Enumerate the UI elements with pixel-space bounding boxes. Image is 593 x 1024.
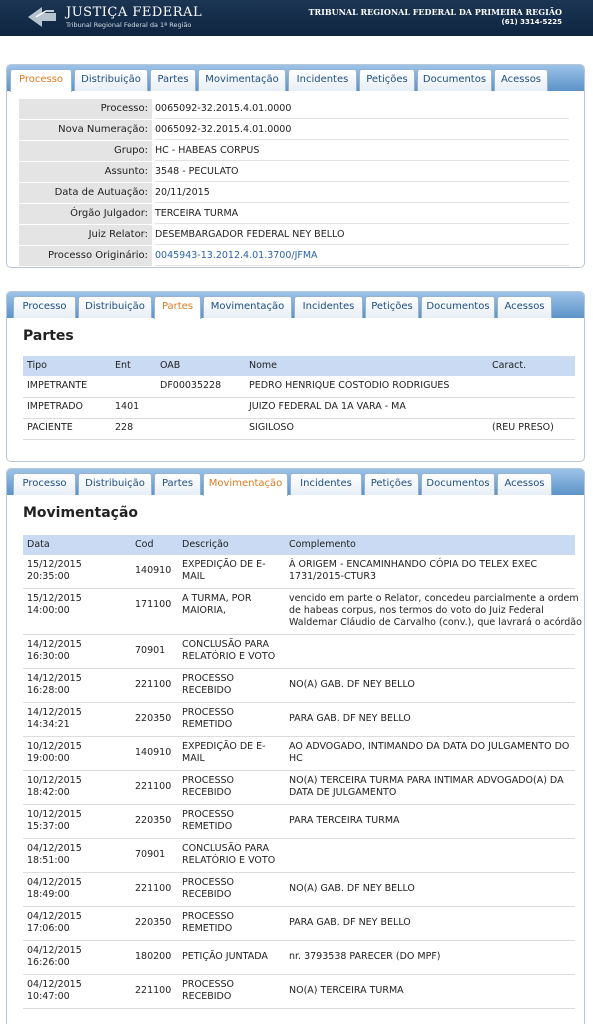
field-label: Assunto: — [19, 162, 152, 182]
cell-descricao: RECEBIDO — [182, 991, 232, 1002]
cell-descricao: PROCESSO — [182, 809, 234, 820]
cell-descricao: CONCLUSÃO PARA — [182, 639, 269, 650]
cell-descricao: RELATÓRIO E VOTO — [182, 855, 276, 866]
cell-descricao: PROCESSO — [182, 979, 234, 990]
field-label: Data de Autuação: — [19, 183, 152, 203]
cell-data: 14/12/2015 — [27, 673, 82, 684]
cell-nome: SIGILOSO — [249, 422, 294, 433]
cell-oab: DF00035228 — [160, 380, 222, 391]
cell-data: 04/12/2015 — [27, 979, 82, 990]
cell-complemento: de habeas corpus, nos termos do voto do Juiz Federal — [289, 605, 544, 616]
tab-partes[interactable]: Partes — [154, 473, 201, 495]
tab-distribuicao[interactable]: Distribuição — [78, 296, 152, 318]
field-label: Grupo: — [19, 141, 152, 161]
partes-title: Partes — [23, 328, 74, 344]
cell-descricao: A TURMA, POR — [182, 593, 252, 604]
cell-data: 10/12/2015 — [27, 741, 82, 752]
cell-data: 10/12/2015 — [27, 809, 82, 820]
cell-ent: 228 — [115, 422, 134, 433]
field-value: HC - HABEAS CORPUS — [155, 141, 569, 161]
column-header-nome: Nome — [249, 360, 278, 371]
cell-complemento: NO(A) TERCEIRA TURMA PARA INTIMAR ADVOGADO(A) DA — [289, 775, 564, 786]
field-value: 0065092-32.2015.4.01.0000 — [155, 120, 569, 140]
cell-data: 16:28:00 — [27, 685, 70, 696]
field-label: Nova Numeração: — [19, 120, 152, 140]
cell-descricao: CONCLUSÃO PARA — [182, 843, 269, 854]
movimentacao-title: Movimentação — [23, 505, 139, 521]
tab-documentos[interactable]: Documentos — [417, 69, 492, 91]
partes-panel — [6, 291, 585, 462]
cell-data: 15/12/2015 — [27, 593, 82, 604]
column-header-cod: Cod — [135, 539, 154, 550]
tab-movimentacao[interactable]: Movimentação — [198, 69, 286, 91]
field-value: 20/11/2015 — [155, 183, 569, 203]
cell-data: 17:06:00 — [27, 923, 70, 934]
tab-acessos[interactable]: Acessos — [494, 69, 548, 91]
processo-panel — [6, 64, 585, 268]
tab-peticoes[interactable]: Petições — [365, 296, 419, 318]
cell-cod: 221100 — [135, 781, 172, 792]
cell-cod: 171100 — [135, 599, 172, 610]
tab-incidentes[interactable]: Incidentes — [290, 473, 362, 495]
cell-data: 20:35:00 — [27, 571, 70, 582]
cell-data: 18:49:00 — [27, 889, 70, 900]
cell-descricao: MAIL — [182, 753, 205, 764]
tab-peticoes[interactable]: Petições — [359, 69, 415, 91]
tab-movimentacao[interactable]: Movimentação — [203, 473, 288, 496]
cell-cod: 221100 — [135, 679, 172, 690]
field-value: 0065092-32.2015.4.01.0000 — [155, 99, 569, 119]
cell-descricao: PETIÇÃO JUNTADA — [182, 951, 268, 962]
cell-complemento: nr. 3793538 PARECER (DO MPF) — [289, 951, 441, 962]
tab-partes[interactable]: Partes — [150, 69, 196, 91]
cell-descricao: PROCESSO — [182, 775, 234, 786]
tab-bar — [7, 292, 584, 318]
cell-data: 04/12/2015 — [27, 877, 82, 888]
cell-cod: 70901 — [135, 645, 166, 656]
cell-descricao: REMETIDO — [182, 719, 233, 730]
cell-ent: 1401 — [115, 401, 140, 412]
cell-complemento: À ORIGEM - ENCAMINHANDO CÓPIA DO TELEX EXEC — [289, 559, 538, 570]
cell-descricao: RECEBIDO — [182, 787, 232, 798]
court-name: TRIBUNAL REGIONAL FEDERAL DA PRIMEIRA REGIÃO — [308, 7, 562, 17]
field-value: 3548 - PECULATO — [155, 162, 569, 182]
cell-descricao: MAIL — [182, 571, 205, 582]
tab-incidentes[interactable]: Incidentes — [288, 69, 357, 91]
column-header-descricao: Descrição — [182, 539, 229, 550]
cell-data: 04/12/2015 — [27, 843, 82, 854]
cell-cod: 70901 — [135, 849, 166, 860]
cell-data: 14/12/2015 — [27, 707, 82, 718]
column-header-tipo: Tipo — [27, 360, 47, 371]
tab-movimentacao[interactable]: Movimentação — [203, 296, 292, 318]
cell-data: 14/12/2015 — [27, 639, 82, 650]
cell-data: 14:34:21 — [27, 719, 70, 730]
cell-complemento: NO(A) GAB. DF NEY BELLO — [289, 883, 415, 894]
cell-complemento: AO ADVOGADO, INTIMANDO DA DATA DO JULGAMENTO DO — [289, 741, 570, 752]
tab-processo[interactable]: Processo — [10, 69, 72, 92]
field-label: Processo Originário: — [19, 246, 152, 266]
cell-cod: 220350 — [135, 815, 172, 826]
tab-processo[interactable]: Processo — [13, 296, 76, 318]
column-header-data: Data — [27, 539, 50, 550]
tab-bar — [7, 469, 584, 495]
cell-descricao: PROCESSO — [182, 877, 234, 888]
field-label: Juiz Relator: — [19, 225, 152, 245]
tab-acessos[interactable]: Acessos — [497, 473, 552, 495]
cell-cod: 221100 — [135, 883, 172, 894]
processo-originario-link[interactable]: 0045943-13.2012.4.01.3700/JFMA — [155, 246, 569, 266]
cell-data: 14:00:00 — [27, 605, 70, 616]
logo-subtitle: Tribunal Regional Federal da 1ª Região — [66, 21, 192, 29]
field-value: DESEMBARGADOR FEDERAL NEY BELLO — [155, 225, 569, 245]
column-header-oab: OAB — [160, 360, 181, 371]
tab-distribuicao[interactable]: Distribuição — [74, 69, 148, 91]
tab-distribuicao[interactable]: Distribuição — [78, 473, 152, 495]
cell-descricao: RECEBIDO — [182, 685, 232, 696]
cell-data: 16:26:00 — [27, 957, 70, 968]
cell-complemento: vencido em parte o Relator, concedeu parcialmente a ordem — [289, 593, 579, 604]
cell-descricao: EXPEDIÇÃO DE E- — [182, 741, 266, 752]
cell-complemento: DATA DE JULGAMENTO — [289, 787, 397, 798]
cell-data: 15:37:00 — [27, 821, 70, 832]
cell-tipo: IMPETRADO — [27, 401, 84, 412]
cell-descricao: EXPEDIÇÃO DE E- — [182, 559, 266, 570]
column-header-caract: Caract. — [492, 360, 527, 371]
cell-data: 04/12/2015 — [27, 911, 82, 922]
column-header-complemento: Complemento — [289, 539, 356, 550]
movimentacao-panel — [6, 468, 585, 1024]
cell-data: 10/12/2015 — [27, 775, 82, 786]
cell-complemento: PARA TERCEIRA TURMA — [289, 815, 400, 826]
cell-cod: 140910 — [135, 565, 172, 576]
court-phone: (61) 3314-5225 — [501, 18, 562, 26]
cell-data: 16:30:00 — [27, 651, 70, 662]
row-divider — [23, 635, 575, 669]
cell-data: 10:47:00 — [27, 991, 70, 1002]
logo-title: JUSTIÇA FEDERAL — [66, 5, 203, 20]
cell-nome: PEDRO HENRIQUE COSTODIO RODRIGUES — [249, 380, 450, 391]
cell-cod: 220350 — [135, 713, 172, 724]
cell-cod: 221100 — [135, 985, 172, 996]
cell-descricao: RELATÓRIO E VOTO — [182, 651, 276, 662]
cell-data: 18:51:00 — [27, 855, 70, 866]
tab-acessos[interactable]: Acessos — [497, 296, 552, 318]
tab-processo[interactable]: Processo — [13, 473, 76, 495]
tab-documentos[interactable]: Documentos — [421, 473, 495, 495]
cell-complemento: Waldemar Cláudio de Carvalho (conv.), que lavrará o acórdão — [289, 617, 582, 628]
cell-nome: JUIZO FEDERAL DA 1A VARA - MA — [249, 401, 406, 412]
tab-partes[interactable]: Partes — [154, 296, 201, 319]
site-header — [0, 0, 593, 36]
cell-descricao: PROCESSO — [182, 707, 234, 718]
cell-data: 19:00:00 — [27, 753, 70, 764]
cell-complemento: 1731/2015-CTUR3 — [289, 571, 377, 582]
cell-tipo: PACIENTE — [27, 422, 73, 433]
cell-complemento: PARA GAB. DF NEY BELLO — [289, 713, 411, 724]
cell-descricao: MAIORIA, — [182, 605, 226, 616]
cell-descricao: REMETIDO — [182, 923, 233, 934]
cell-descricao: RECEBIDO — [182, 889, 232, 900]
cell-complemento: NO(A) TERCEIRA TURMA — [289, 985, 404, 996]
tab-documentos[interactable]: Documentos — [421, 296, 495, 318]
field-label: Órgão Julgador: — [19, 204, 152, 224]
cell-caract: (REU PRESO) — [492, 422, 554, 433]
cell-descricao: PROCESSO — [182, 911, 234, 922]
cell-complemento: NO(A) GAB. DF NEY BELLO — [289, 679, 415, 690]
tab-peticoes[interactable]: Petições — [364, 473, 419, 495]
tab-incidentes[interactable]: Incidentes — [294, 296, 363, 318]
column-header-ent: Ent — [115, 360, 131, 371]
cell-data: 18:42:00 — [27, 787, 70, 798]
cell-cod: 220350 — [135, 917, 172, 928]
field-label: Processo: — [19, 99, 152, 119]
tab-bar — [7, 65, 584, 91]
cell-complemento: PARA GAB. DF NEY BELLO — [289, 917, 411, 928]
cell-cod: 140910 — [135, 747, 172, 758]
cell-descricao: PROCESSO — [182, 673, 234, 684]
cell-cod: 180200 — [135, 951, 172, 962]
cell-complemento: HC — [289, 753, 303, 764]
cell-descricao: REMETIDO — [182, 821, 233, 832]
cell-tipo: IMPETRANTE — [27, 380, 88, 391]
row-divider — [23, 839, 575, 873]
cell-data: 15/12/2015 — [27, 559, 82, 570]
cell-data: 04/12/2015 — [27, 945, 82, 956]
justica-federal-logo-icon — [26, 3, 60, 31]
field-value: TERCEIRA TURMA — [155, 204, 569, 224]
